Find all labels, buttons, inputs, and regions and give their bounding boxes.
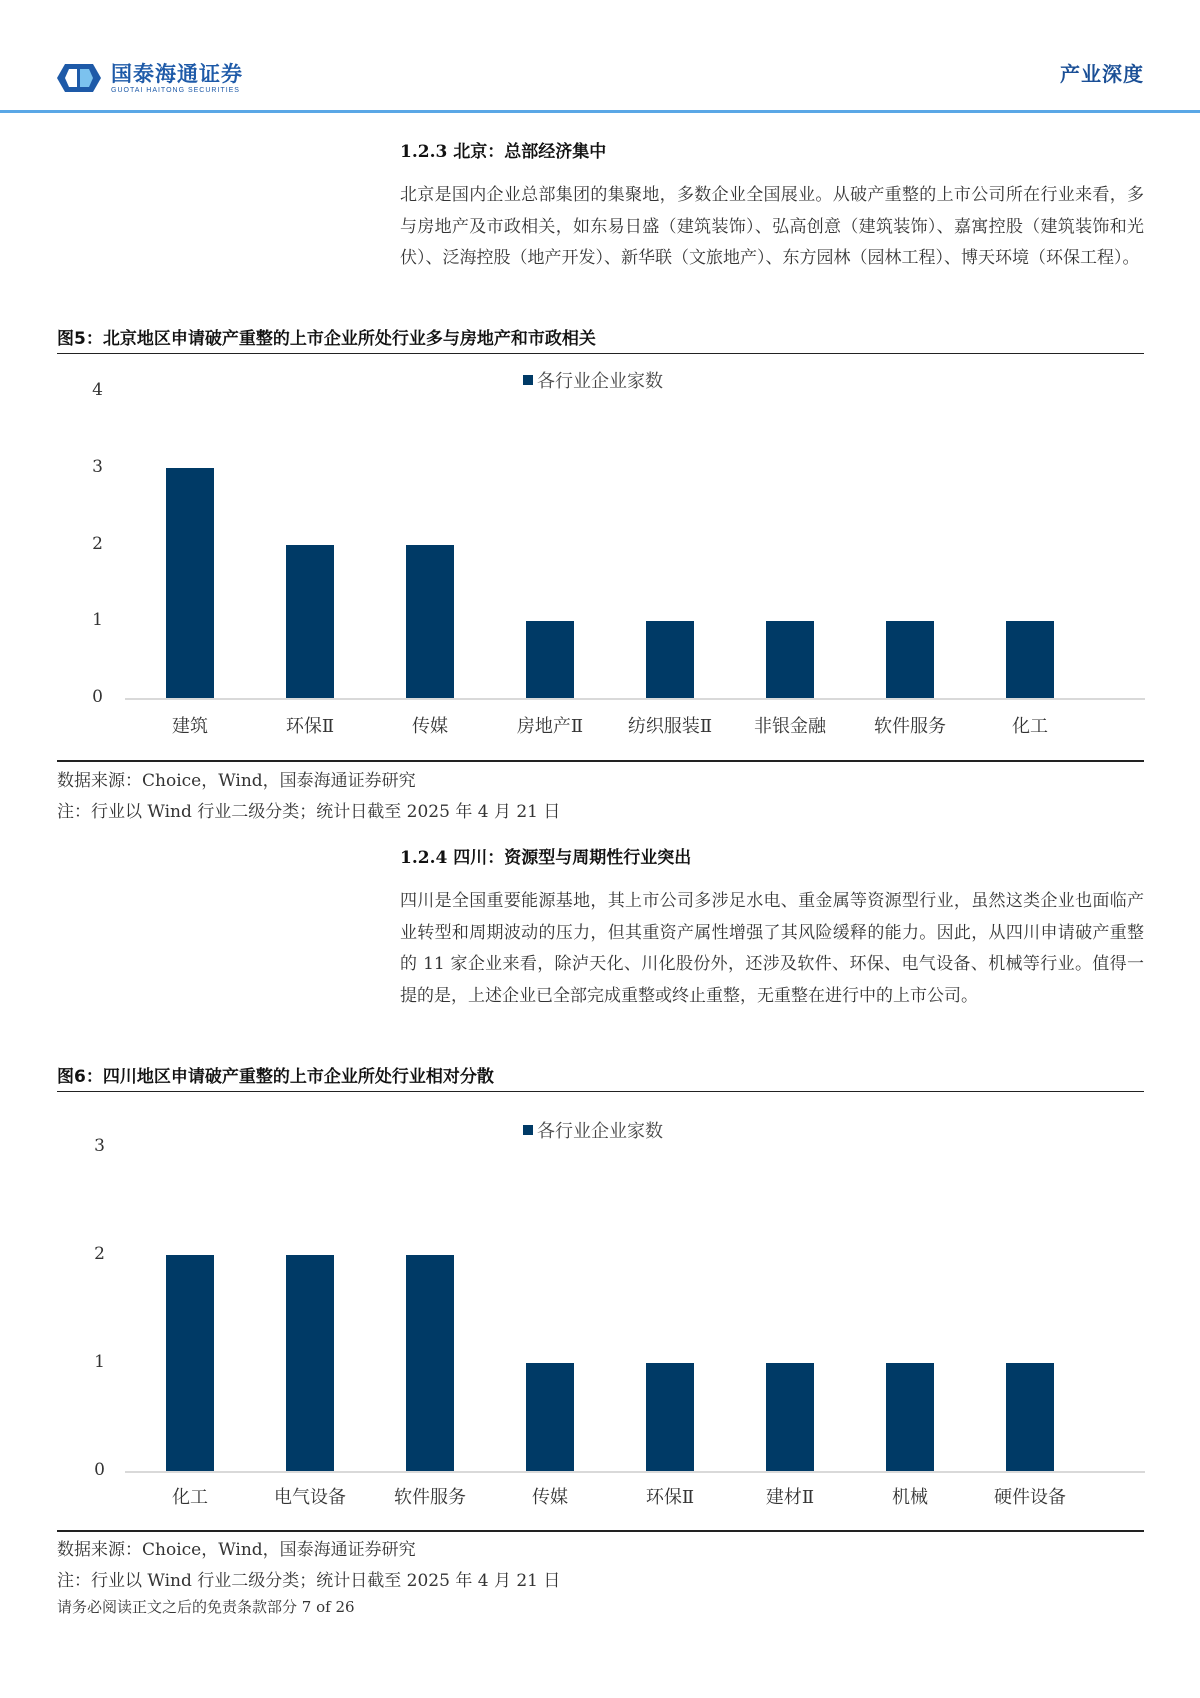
figure-5-note: 注：行业以 Wind 行业二级分类；统计日截至 2025 年 4 月 21 日 <box>57 802 561 822</box>
logo-english-name: GUOTAI HAITONG SECURITIES <box>111 86 240 94</box>
disclaimer-text: 请务必阅读正文之后的免责条款部分 <box>57 1598 298 1616</box>
figure-6-bar-chart <box>57 1093 1144 1533</box>
y-axis-tick: 3 <box>92 456 103 477</box>
logo-chinese-name: 国泰海通证券 <box>111 61 243 86</box>
x-axis-label: 建筑 <box>172 716 208 737</box>
x-axis-label: 环保Ⅱ <box>285 716 335 737</box>
figure-6-note: 注：行业以 Wind 行业二级分类；统计日截至 2025 年 4 月 21 日 <box>57 1571 561 1591</box>
y-axis-tick: 3 <box>94 1136 105 1156</box>
bar <box>886 621 934 698</box>
legend-label: 各行业企业家数 <box>537 1121 663 1142</box>
x-axis-label: 传媒 <box>412 716 448 737</box>
x-axis-label: 传媒 <box>532 1487 568 1508</box>
figure-6-title: 图6：四川地区申请破产重整的上市企业所处行业相对分散 <box>57 1062 1144 1092</box>
document-type-label: 产业深度 <box>1060 62 1144 86</box>
page-number: 7 of 26 <box>301 1598 355 1616</box>
section-heading-sichuan: 1.2.4 四川：资源型与周期性行业突出 <box>400 848 692 868</box>
x-axis-label: 软件服务 <box>874 716 946 737</box>
x-axis-label: 建材Ⅱ <box>765 1487 815 1508</box>
company-logo <box>55 60 243 96</box>
logo-hexagon-icon <box>55 62 103 94</box>
x-axis-label: 化工 <box>172 1487 208 1508</box>
x-axis-label: 机械 <box>892 1487 928 1508</box>
bar <box>166 1255 214 1471</box>
bar <box>166 468 214 698</box>
y-axis-tick: 1 <box>94 1352 105 1372</box>
section-body-sichuan: 四川是全国重要能源基地，其上市公司多涉足水电、重金属等资源型行业，虽然这类企业也面临产业转型和周期波动的压力，但其重资产属性增强了其风险缓释的能力。因此，从四川申请破产重整的 11 家企业来看，除泸天化、川化股份外，还涉及软件、环保、电气设备、机械等行业。值得一提的是，上述企业已全部完成重整或终止重整，无重整在进行中的上市公司。 <box>400 891 1144 1006</box>
legend-swatch-icon <box>523 1125 533 1135</box>
bar <box>526 1363 574 1471</box>
chart-legend <box>523 1117 663 1143</box>
chart-legend <box>523 367 663 393</box>
figure-5-data-source: 数据来源：Choice，Wind，国泰海通证券研究 <box>57 771 416 791</box>
figure-6-data-source: 数据来源：Choice，Wind，国泰海通证券研究 <box>57 1540 416 1560</box>
page-footer <box>57 1596 355 1617</box>
bar <box>286 545 334 699</box>
x-axis-label: 化工 <box>1012 716 1048 737</box>
y-axis-tick: 0 <box>92 687 103 707</box>
x-axis-label: 软件服务 <box>394 1487 466 1508</box>
section-body-beijing: 北京是国内企业总部集团的集聚地，多数企业全国展业。从破产重整的上市公司所在行业来看，多与房地产及市政相关，如东易日盛（建筑装饰）、弘高创意（建筑装饰）、嘉寓控股（建筑装饰和光伏）、泛海控股（地产开发）、新华联（文旅地产）、东方园林（园林工程）、博天环境（环保工程）。 <box>400 185 1144 268</box>
header-divider <box>0 110 1200 113</box>
bar <box>646 621 694 698</box>
y-axis-tick: 0 <box>94 1460 105 1480</box>
bar <box>1006 621 1054 698</box>
x-axis-line <box>125 1471 1145 1473</box>
bar <box>286 1255 334 1471</box>
figure-5-title: 图5：北京地区申请破产重整的上市企业所处行业多与房地产和市政相关 <box>57 324 1144 354</box>
bar <box>526 621 574 698</box>
x-axis-label: 硬件设备 <box>994 1487 1066 1508</box>
x-axis-label: 电气设备 <box>274 1487 346 1508</box>
x-axis-label: 环保Ⅱ <box>645 1487 695 1508</box>
legend-label: 各行业企业家数 <box>537 371 663 392</box>
y-axis-tick: 2 <box>92 533 103 554</box>
section-heading-beijing: 1.2.3 北京：总部经济集中 <box>400 142 607 162</box>
x-axis-label: 房地产Ⅱ <box>516 716 584 737</box>
bar <box>766 621 814 698</box>
x-axis-label: 纺织服装Ⅱ <box>627 716 713 737</box>
bar <box>646 1363 694 1471</box>
legend-swatch-icon <box>523 375 533 385</box>
y-axis-tick: 4 <box>92 380 103 400</box>
bar <box>1006 1363 1054 1471</box>
y-axis-tick: 1 <box>92 610 103 631</box>
bar <box>406 1255 454 1471</box>
figure-6-source-divider <box>57 1530 1144 1532</box>
x-axis-line <box>125 698 1145 700</box>
figure-5-bar-chart <box>57 355 1144 755</box>
bar <box>406 545 454 699</box>
bar <box>886 1363 934 1471</box>
x-axis-label: 非银金融 <box>754 716 826 737</box>
y-axis-tick: 2 <box>94 1244 105 1264</box>
page-header <box>0 0 1200 115</box>
figure-5-source-divider <box>57 760 1144 762</box>
bar <box>766 1363 814 1471</box>
